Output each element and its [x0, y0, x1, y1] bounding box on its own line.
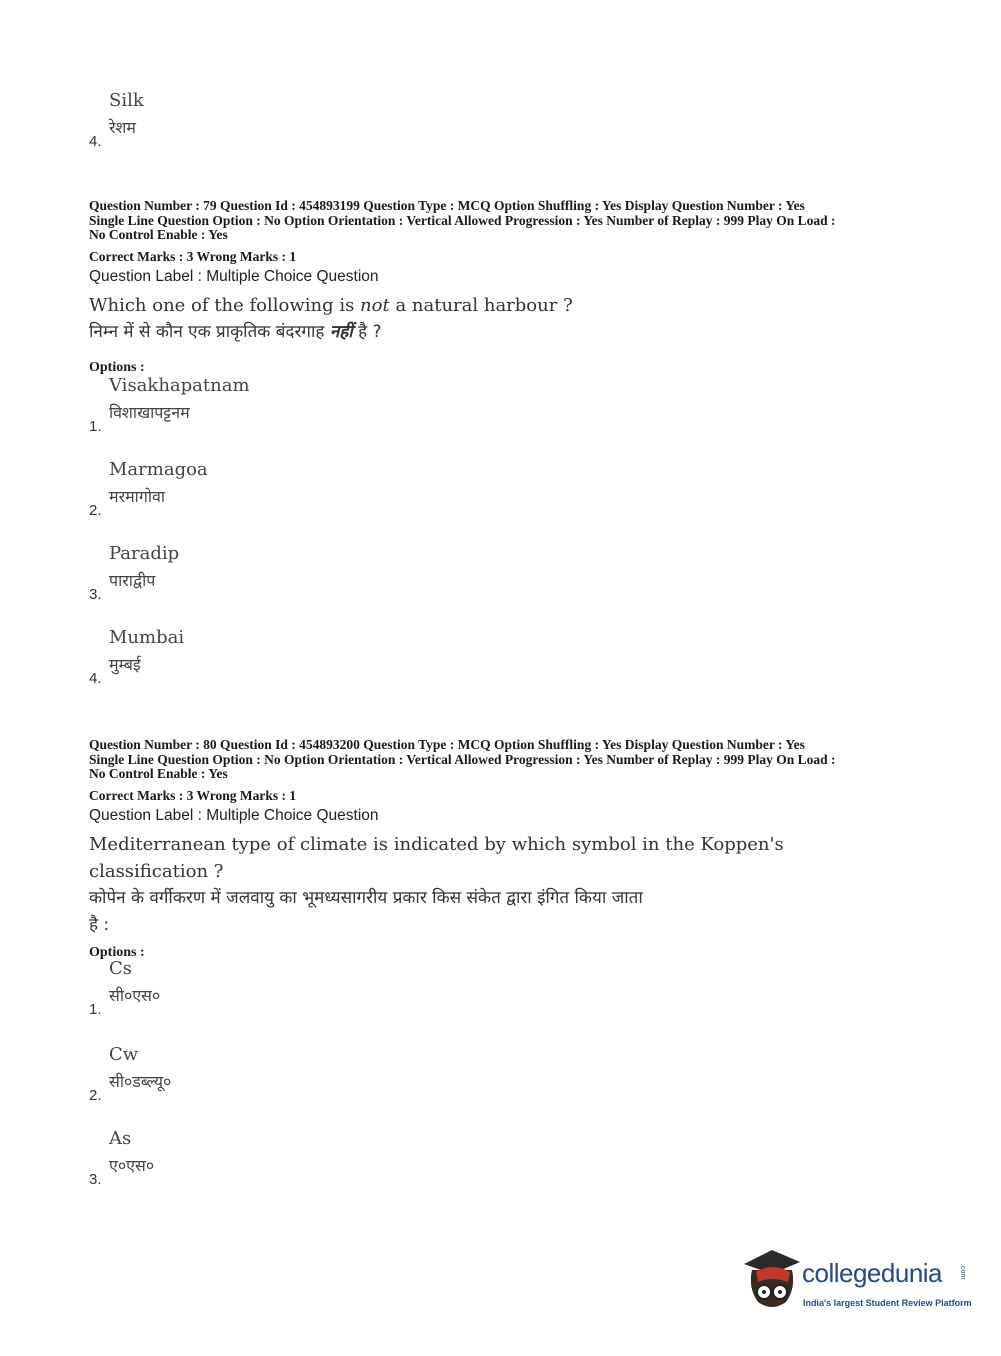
- option-text-hi: सी०डब्ल्यू०: [109, 1072, 172, 1091]
- option-text-hi: विशाखापट्टनम: [109, 403, 190, 422]
- options-heading: Options :: [89, 944, 145, 960]
- options-heading: Options :: [89, 359, 145, 375]
- option-text-en: Cw: [109, 1044, 139, 1065]
- option-3[interactable]: [89, 543, 489, 603]
- option-text-hi: सी०एस०: [109, 986, 161, 1005]
- option-text-hi: ए०एस०: [109, 1156, 155, 1175]
- option-number: 4.: [89, 133, 102, 150]
- prev-option-4: [89, 90, 489, 150]
- question-text-hi: कोपेन के वर्गीकरण में जलवायु का भूमध्यसागरीय प्रकार किस संकेत द्वारा इंगित किया जाता है :: [89, 887, 643, 935]
- meta-line: Single Line Question Option : No Option Orientation : Vertical Allowed Progression : Yes Number of Replay : 999 Play On Load :: [89, 212, 836, 228]
- mascot-icon: [742, 1248, 802, 1318]
- question-79: [89, 199, 919, 376]
- logo-com: .com: [959, 1264, 966, 1280]
- option-1[interactable]: [89, 958, 489, 1018]
- option-1[interactable]: [89, 375, 489, 435]
- collegedunia-logo: [742, 1248, 972, 1318]
- option-number: 2.: [89, 502, 102, 519]
- emphasis: not: [360, 294, 390, 316]
- option-number: 2.: [89, 1087, 102, 1104]
- option-3[interactable]: [89, 1128, 489, 1188]
- option-number: 4.: [89, 670, 102, 687]
- option-number: 1.: [89, 1001, 102, 1018]
- question-meta: [89, 738, 919, 782]
- marks-line: Correct Marks : 3 Wrong Marks : 1: [89, 787, 297, 803]
- option-text-en: Marmagoa: [109, 459, 208, 480]
- option-2[interactable]: [89, 459, 489, 519]
- logo-tagline: India's largest Student Review Platform: [803, 1298, 972, 1308]
- option-text-en: Visakhapatnam: [109, 375, 250, 396]
- option-number: 1.: [89, 418, 102, 435]
- logo-wordmark: collegedunia: [802, 1258, 943, 1288]
- option-text-hi: रेशम: [109, 118, 136, 137]
- meta-line: No Control Enable : Yes: [89, 227, 228, 242]
- question-label: Question Label : Multiple Choice Question: [89, 267, 379, 285]
- option-text-hi: मुम्बई: [109, 655, 141, 674]
- emphasis: नहीं: [329, 321, 353, 342]
- question-text-en: Mediterranean type of climate is indicated by which symbol in the Koppen's classification ?: [89, 833, 784, 882]
- option-text-en: Cs: [109, 958, 133, 979]
- option-2[interactable]: [89, 1044, 489, 1104]
- question-80: [89, 738, 919, 961]
- option-number: 3.: [89, 586, 102, 603]
- meta-line: Single Line Question Option : No Option Orientation : Vertical Allowed Progression : Yes Number of Replay : 999 Play On Load :: [89, 751, 836, 767]
- option-number: 3.: [89, 1171, 102, 1188]
- option-text-en: Mumbai: [109, 627, 185, 648]
- option-text-en: Paradip: [109, 543, 180, 564]
- question-meta: [89, 199, 919, 243]
- option-text-hi: मरमागोवा: [109, 487, 166, 506]
- option-text-en: As: [109, 1128, 132, 1149]
- option-4[interactable]: [89, 627, 489, 687]
- question-text-hi: निम्न में से कौन एक प्राकृतिक बंदरगाह नहीं है ?: [89, 321, 382, 342]
- question-text-en: Which one of the following is not a natural harbour ?: [89, 294, 573, 316]
- meta-line: Question Number : 80 Question Id : 454893200 Question Type : MCQ Option Shuffling : Yes Display Question Number : Yes: [89, 737, 805, 752]
- meta-line: Question Number : 79 Question Id : 454893199 Question Type : MCQ Option Shuffling : Yes Display Question Number : Yes: [89, 198, 805, 213]
- marks-line: Correct Marks : 3 Wrong Marks : 1: [89, 248, 297, 264]
- option-text-en: Silk: [109, 90, 144, 111]
- option-text-hi: पाराद्वीप: [109, 571, 156, 590]
- meta-line: No Control Enable : Yes: [89, 766, 228, 781]
- question-label: Question Label : Multiple Choice Question: [89, 806, 379, 824]
